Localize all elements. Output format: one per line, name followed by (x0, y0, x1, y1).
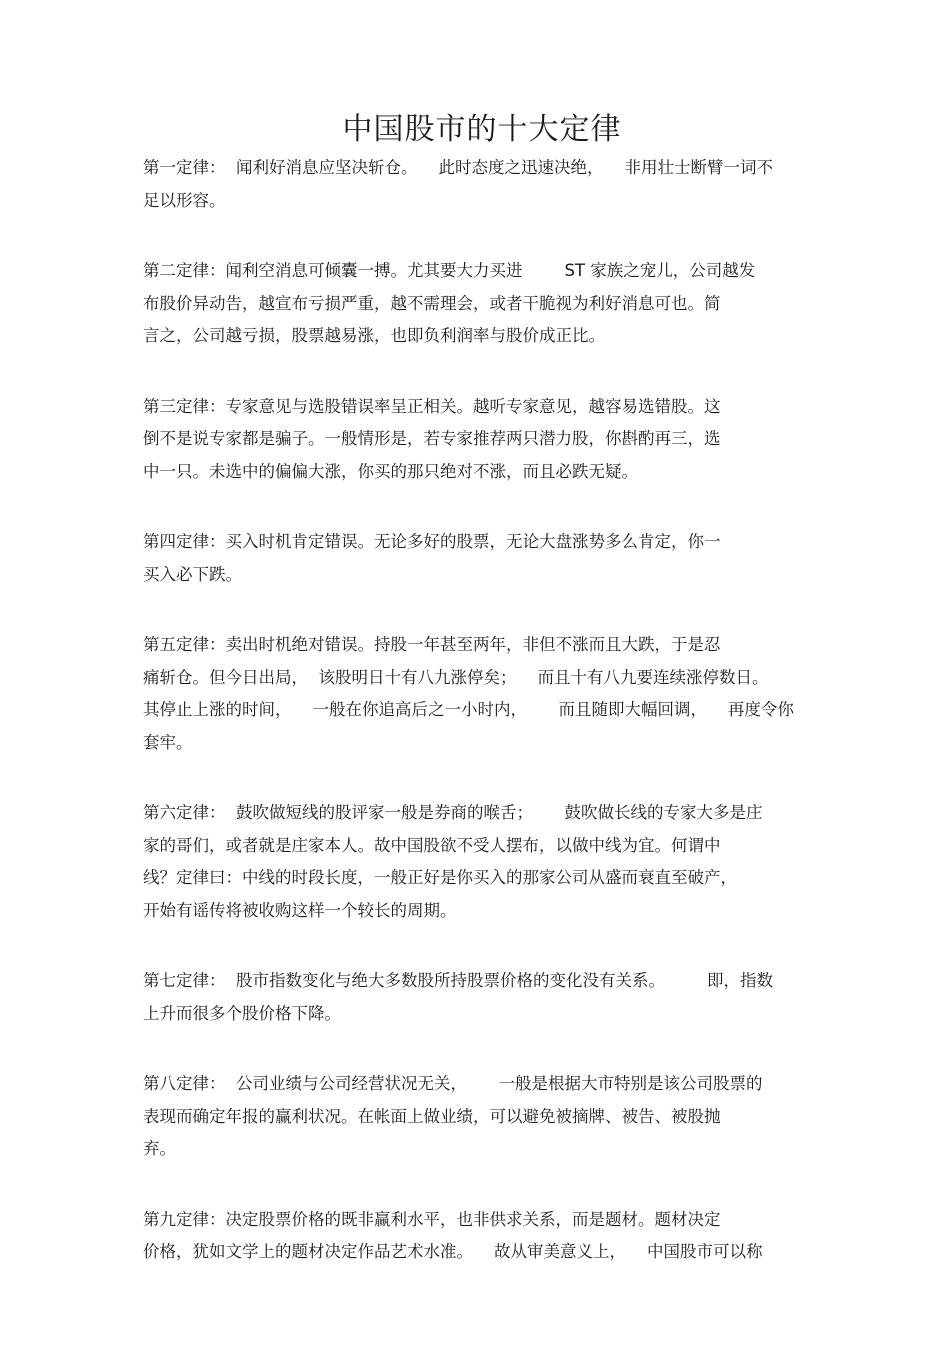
paragraph-line: 倒不是说专家都是骗子。一般情形是，若专家推荐两只潜力股，你斟酌再三，选 (143, 429, 721, 448)
paragraph-line: 家的哥们，或者就是庄家本人。故中国股欲不受人摆布，以做中线为宜。何谓中 (143, 835, 721, 855)
paragraph-line: 买入必下跌。 (143, 564, 242, 584)
paragraph-line: 第三定律：专家意见与选股错误率呈正相关。越听专家意见，越容易选错股。这 (143, 396, 721, 416)
paragraph-line: 线？定律曰：中线的时段长度，一般正好是你买入的那家公司从盛而衰直至破产， (143, 868, 737, 887)
paragraph-line: 价格，犹如文学上的题材决定作品艺术水准。 故从审美意义上， 中国股市可以称 (143, 1242, 763, 1261)
paragraph-line: 第八定律： 公司业绩与公司经营状况无关， 一般是根据大市特别是该公司股票的 (143, 1074, 763, 1093)
paragraph-line: 布股价异动告，越宣布亏损严重，越不需理会，或者干脆视为利好消息可也。简 (143, 293, 721, 313)
paragraph-line: 第六定律： 鼓吹做短线的股评家一般是券商的喉舌； 鼓吹做长线的专家大多是庄 (143, 803, 763, 822)
paragraph-law-1 (143, 152, 807, 217)
paragraph-line: 表现而确定年报的赢利状况。在帐面上做业绩，可以避免被摘牌、被告、被股抛 (143, 1106, 721, 1126)
paragraph-line: 第四定律：买入时机肯定错误。无论多好的股票，无论大盘涨势多么肯定，你一 (143, 532, 721, 551)
paragraph-line: 第五定律：卖出时机绝对错误。持股一年甚至两年，非但不涨而且大跌，于是忍 (143, 635, 721, 654)
paragraph-line: 言之，公司越亏损，股票越易涨，也即负利润率与股价成正比。 (143, 326, 605, 345)
paragraph-law-9 (143, 1204, 807, 1269)
paragraph-line: 第一定律： 闻利好消息应坚决斩仓。 此时态度之迅速决绝， 非用壮士断臂一词不 (143, 158, 773, 177)
paragraph-line: 痛斩仓。但今日出局， 该股明日十有八九涨停矣； 而且十有八九要连续涨停数日。 (143, 667, 769, 687)
paragraph-line: 上升而很多个股价格下降。 (143, 1003, 341, 1023)
paragraph-line: 其停止上涨的时间， 一般在你追高后之一小时内， 而且随即大幅回调， 再度令你 (143, 700, 794, 719)
paragraph-law-4 (143, 526, 807, 591)
paragraph-line: 第七定律： 股市指数变化与绝大多数股所持股票价格的变化没有关系。 即，指数 (143, 971, 773, 990)
paragraph-line: 第九定律：决定股票价格的既非赢利水平，也非供求关系，而是题材。题材决定 (143, 1209, 721, 1229)
paragraph-line: 中一只。未选中的偏偏大涨，你买的那只绝对不涨，而且必跌无疑。 (143, 461, 638, 481)
document-title: 中国股市的十大定律 (342, 112, 622, 147)
document-body (143, 152, 807, 1307)
paragraph-law-5 (143, 629, 807, 759)
paragraph-line: 第二定律：闻利空消息可倾囊一搏。尤其要大力买进 ST 家族之宠儿，公司越发 (143, 261, 756, 280)
paragraph-line: 足以形容。 (143, 190, 226, 210)
paragraph-law-2 (143, 255, 807, 353)
paragraph-line: 弃。 (143, 1139, 176, 1158)
paragraph-law-6 (143, 797, 807, 927)
paragraph-line: 套牢。 (143, 732, 193, 752)
paragraph-line: 开始有谣传将被收购这样一个较长的周期。 (143, 900, 457, 920)
paragraph-law-8 (143, 1068, 807, 1166)
paragraph-law-3 (143, 391, 807, 489)
paragraph-law-7 (143, 965, 807, 1030)
